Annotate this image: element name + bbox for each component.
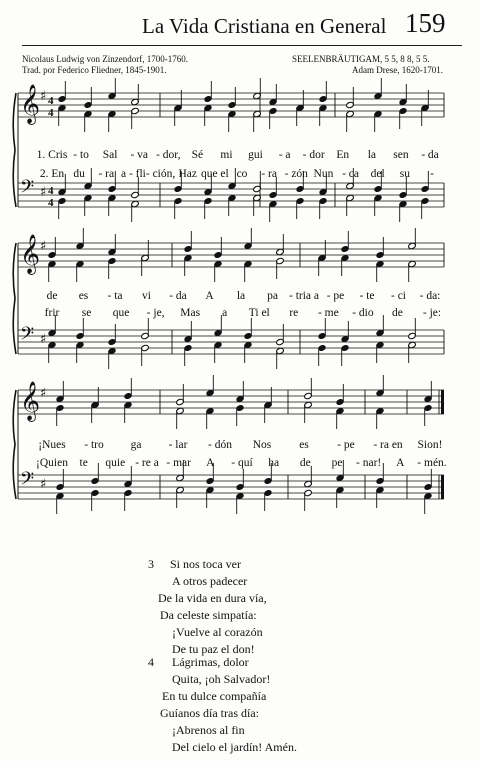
treble-clef-icon: 𝄞 [20,381,41,421]
lyric-syllable: mi [220,149,233,161]
lyric-syllable: - pe [326,290,345,302]
lyric-syllable: - re a [135,457,159,469]
lyric-syllable: frir [44,307,60,319]
lyric-syllable: - lar [168,439,188,451]
stanza-line: En tu dulce compañía [162,689,267,703]
sharp-icon: ♯ [40,477,47,492]
lyric-syllable: - da [169,290,187,302]
stanza-line: A otros padecer [172,574,248,588]
lyric-syllable: pe [331,457,343,469]
lyric-syllable: - mén. [417,457,447,469]
lyric-syllable: Sé [191,149,204,161]
lyric-syllable: - te [359,290,375,302]
lyric-syllable: 2. En [39,168,65,180]
stanza-line: ¡Vuelve al corazón [172,625,263,639]
stanza-3 [148,556,348,666]
lyric-syllable: A [205,290,214,302]
lyric-syllable: Sal [102,149,118,161]
time-signature-top: 4 [48,185,54,197]
lyric-syllable: - tria a [288,290,320,302]
lyric-syllable: - nar! [356,457,382,469]
lyric-syllable: - da [421,149,439,161]
lyric-syllable: se [81,307,92,319]
composer-credit: Adam Drese, 1620-1701. [352,65,443,75]
lyric-syllable: sen [393,149,409,161]
lyric-syllable: que el [200,168,229,180]
stanza-line: Guíanos día tras día: [160,706,259,720]
lyric-syllable: - zón [284,168,308,180]
lyric-syllable: - me [317,307,339,319]
lyric-syllable: ga [130,439,142,451]
stanza-line: Del cielo el jardín! Amén. [172,740,297,754]
lyric-syllable: Nun [313,168,334,180]
lyric-syllable: Sion! [417,439,443,451]
lyric-syllable: du [73,168,85,180]
lyric-syllable: - dor [302,149,325,161]
stanza-4 [148,654,368,761]
stanza-line: Lágrimas, dolor [172,655,249,669]
author-credit: Nicolaus Ludwig von Zinzendorf, 1700-1760. [22,54,188,64]
lyric-syllable: Haz [178,168,197,180]
lyric-syllable: - a [278,149,291,161]
bass-clef-icon: 𝄢 [20,324,35,349]
lyric-syllable: - ra [98,168,115,180]
lyric-syllable: - je, [146,307,165,319]
lyric-syllable: - pe [337,439,355,451]
lyric-syllable: Nos [252,439,272,451]
lyric-syllable: a - fli [120,168,146,180]
lyric-syllable: - ción, [145,168,176,180]
brace-icon [13,390,16,499]
lyric-syllable: - da: [419,290,441,302]
hymn-number: 159 [405,8,446,38]
sharp-icon: ♯ [40,89,47,104]
sharp-icon: ♯ [40,185,47,200]
lyric-syllable: es [299,439,309,451]
lyric-syllable: la [236,290,246,302]
stanza-number: 3 [148,557,154,571]
lyric-syllable: gui [248,149,263,161]
lyric-syllable: - dio [352,307,374,319]
lyric-syllable: ha [268,457,280,469]
treble-clef-icon: 𝄞 [20,234,41,274]
lyric-syllable: - ra [261,168,277,180]
sharp-icon: ♯ [40,239,47,254]
lyric-syllable: En [336,149,350,161]
lyric-syllable: Mas [180,307,201,319]
stanza-line: Si nos toca ver [170,557,241,571]
lyric-syllable: - je: [422,307,442,319]
stanza-line: ¡Abrenos al fin [172,723,245,737]
lyric-syllable: - tro [84,439,104,451]
page-title: La Vida Cristiana en General [142,14,387,38]
stanza-number: 4 [148,655,154,669]
translator-credit: Trad. por Federico Fliedner, 1845-1901. [22,65,167,75]
stanza-line: De tu paz el don! [172,642,255,656]
tune-name: SEELENBRÄUTIGAM, 5 5, 8 8, 5 5. [292,54,430,64]
lyric-syllable: a [222,307,228,319]
stanza-line: De la vida en dura vía, [158,591,267,605]
lyric-syllable: - dón [208,439,232,451]
lyric-syllable: su [399,168,410,180]
final-bar-line [441,475,444,499]
time-signature-bottom: 4 [48,197,54,209]
lyric-syllable: - [430,168,434,180]
lyric-syllable: re [289,307,299,319]
lyric-syllable: quie [105,457,126,469]
lyric-syllable: ¡Quien [36,457,68,469]
lyric-syllable: que [112,307,130,319]
lyric-syllable: - dor, [156,149,181,161]
lyric-syllable: - to [73,149,89,161]
lyric-syllable: - ca [342,168,360,180]
lyric-syllable: A [396,457,405,469]
lyric-syllable: es [78,290,89,302]
lyric-syllable: co [236,168,248,180]
time-signature-bottom: 4 [48,107,54,119]
lyric-syllable: - va [130,149,148,161]
sharp-icon: ♯ [40,332,47,347]
bass-clef-icon: 𝄢 [20,177,35,202]
treble-clef-icon: 𝄞 [20,84,41,124]
lyric-syllable: A [206,457,215,469]
lyric-syllable: Ti el [248,307,270,319]
lyric-syllable: - mar [166,457,191,469]
sharp-icon: ♯ [40,386,47,401]
lyric-syllable: de [299,457,311,469]
bass-clef-icon: 𝄢 [20,469,35,494]
lyric-syllable: ¡Nues [38,439,66,451]
stanza-line: Da celeste simpatía: [160,608,257,622]
lyric-syllable: - ci [390,290,407,302]
lyric-syllable: de [392,307,403,319]
lyric-syllable: de [46,290,58,302]
lyric-syllable: - quí [231,457,253,469]
lyric-syllable: - ra en [373,439,403,451]
lyric-syllable: - ta [107,290,123,302]
lyric-syllable: vi [142,290,151,302]
final-bar-line [441,390,444,414]
time-signature-top: 4 [48,95,54,107]
lyric-syllable: la [367,149,376,161]
lyric-syllable: te [79,457,88,469]
lyric-syllable: pa [267,290,278,302]
lyric-syllable: del [370,168,385,180]
lyric-syllable: 1. Cris [36,149,68,161]
stanza-line: Quita, ¡oh Salvador! [172,672,271,686]
